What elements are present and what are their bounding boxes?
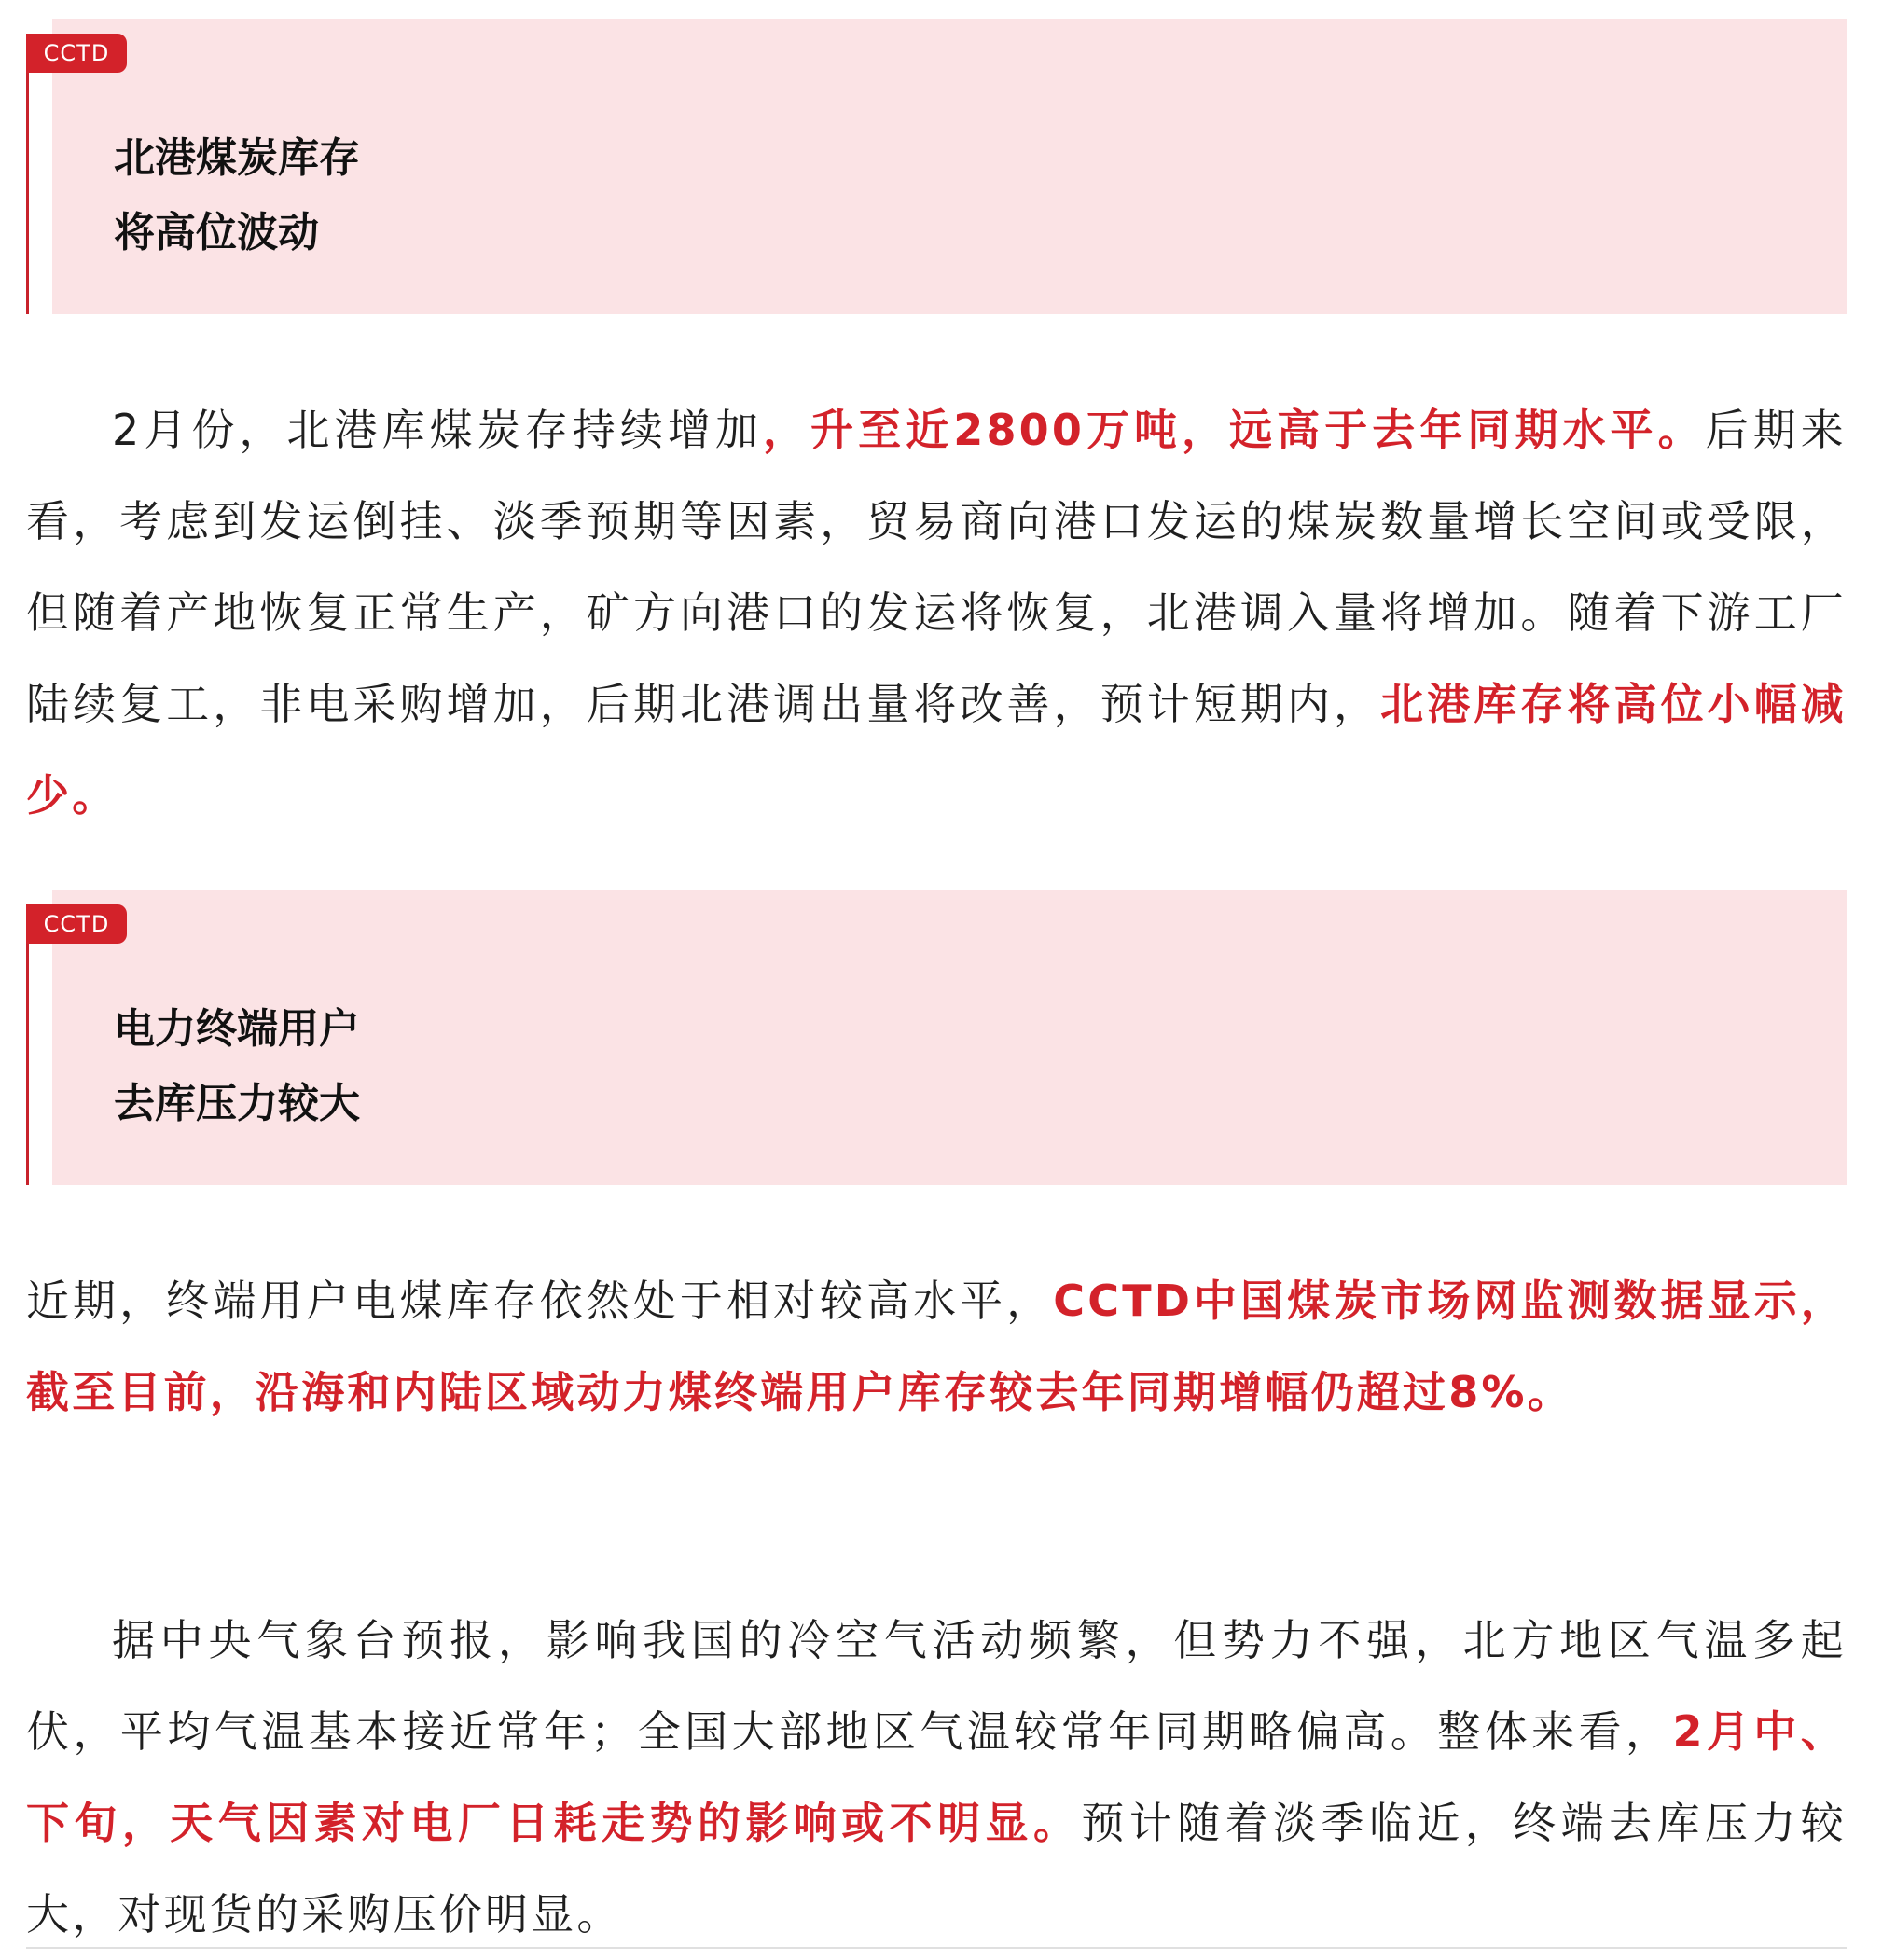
- section-title-line: 北港煤炭库存: [114, 134, 360, 182]
- cctd-tag: CCTD: [26, 34, 127, 73]
- card-accent-line: [26, 921, 29, 1185]
- highlight-text: 2月中、下旬，天气因素对电厂日耗走势的影响或不明显。: [26, 1706, 1848, 1848]
- section-title-line: 电力终端用户: [114, 1005, 360, 1053]
- section-header-card-2: [26, 890, 1847, 1185]
- section-title-line: 去库压力较大: [114, 1080, 360, 1127]
- paragraph-text: 据中央气象台预报，影响我国的冷空气活动频繁，但势力不强，北方地区气温多起伏，平均气温基本接近常年；全国大部地区气温较常年同期略偏高。整体来看，: [26, 1615, 1847, 1757]
- highlight-text: 北港库存将高位小幅减少。: [26, 679, 1848, 821]
- bottom-divider: [26, 1947, 1847, 1949]
- paragraph-text: 近期，终端用户电煤库存依然处于相对较高水平，: [26, 1276, 1054, 1326]
- highlight-text: CCTD中国煤炭市场网监测数据显示，截至目前，沿海和内陆区域动力煤终端用户库存较去年同期增幅仍超过8%。: [26, 1276, 1847, 1417]
- paragraph-north-port-inventory: [26, 384, 1847, 841]
- section-title: [114, 121, 360, 270]
- paragraph-end-user-inventory: [26, 1255, 1847, 1438]
- paragraph-weather-forecast: [26, 1594, 1847, 1960]
- highlight-text: ，升至近2800万吨，远高于去年同期水平。: [763, 405, 1706, 455]
- paragraph-text: 预计随着淡季临近，终端去库压力较大，对现货的采购压价明显。: [26, 1798, 1847, 1939]
- paragraph-text: 后期来看，考虑到发运倒挂、淡季预期等因素，贸易商向港口发运的煤炭数量增长空间或受限，但随着产地恢复正常生产，矿方向港口的发运将恢复，北港调入量将增加。随着下游工厂陆续复工，非电采购增加，后期北港调出量将改善，预计短期内，: [26, 405, 1847, 729]
- section-title-line: 将高位波动: [114, 209, 319, 256]
- cctd-tag: CCTD: [26, 904, 127, 944]
- paragraph-text: 2月份，北港库煤炭存持续增加: [112, 405, 764, 455]
- section-title: [114, 992, 360, 1141]
- card-accent-line: [26, 50, 29, 314]
- section-header-card-1: [26, 19, 1847, 314]
